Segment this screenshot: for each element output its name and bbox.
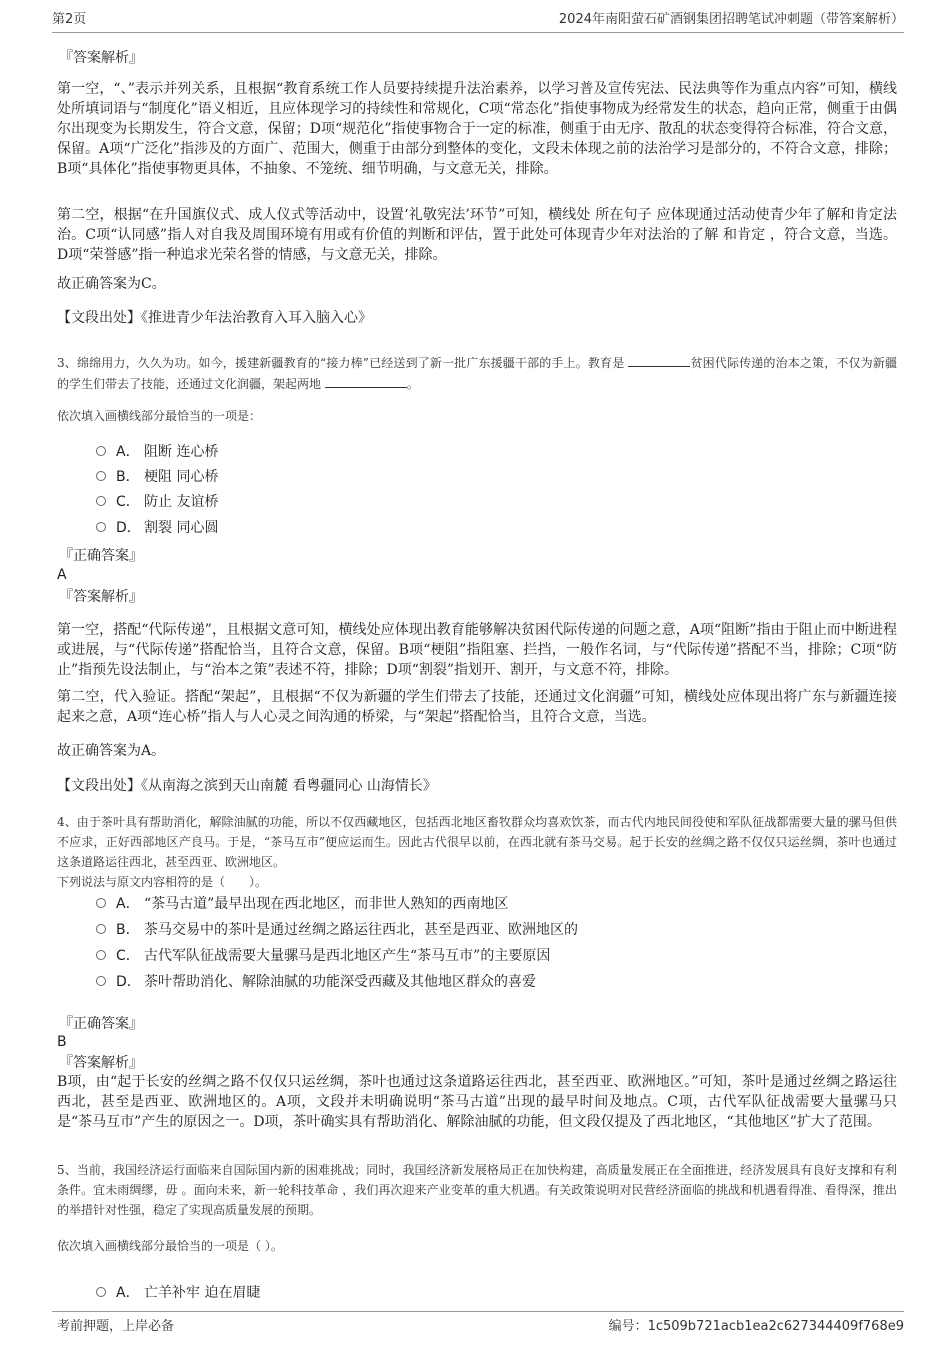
q3-source: 【文段出处】《从南海之滨到天山南麓 看粤疆同心 山海情长》 [57,778,437,794]
q2-analysis-para2: 第二空，根据“在升国旗仪式、成人仪式等活动中，设置‘礼敬宪法’环节”可知，横线处 所在句子 应体现通过活动使青少年了解和肯定法治。C项“认同感”指人对自我及周围环境有用或有价值的判断和评估，置于此处可体现青少年对法治的了解 和肯定 ，符合文意，当选。D项“荣誉感”指一种追求光荣名誉的情感，与文意无关，排除。 [57,207,897,263]
q2-analysis-para1: 第一空，“、”表示并列关系，且根据“教育系统工作人员要持续提升法治素养，以学习普及宣传宪法、民法典等作为重点内容”可知，横线处所填词语与“制度化”语义相近，且应体现学习的持续性和常规化，C项“常态化”指使事物成为经常发生的状态，趋向正常，侧重于由偶尔出现变为长期发生，符合文意，保留；D项“规范化”指使事物合于一定的标准，侧重于由无序、散乱的状态变得符合标准，符合文意，保留。A项“广泛化”指涉及的方面广、范围大，侧重于由部分到整体的变化，文段未体现之前的法治学习是部分的，不符合文意，排除；B项“具体化”指使事物更具体，不抽象、不笼统、细节明确，与文意无关，排除。 [57,81,897,177]
q5-instruction: 依次填入画横线部分最恰当的一项是（ ）。 [57,1239,283,1253]
q4-analysis: B项，由“起于长安的丝绸之路不仅仅只运丝绸，茶叶也通过这条道路运往西北，甚至西亚、欧洲地区。”可知，茶叶是通过丝绸之路运往西北，甚至是西亚、欧洲地区的。A项，文段并未明确说明“茶马古道”出现的最早时间及地点。C项，古代军队征战需要大量骡马只是“茶马互市”产生的原因之一。D项，茶叶确实具有帮助消化、解除油腻的功能，但文段仅提及了西北地区，“其他地区”扩大了范围。 [57,1074,897,1130]
document-title: 2024年南阳萤石矿酒钢集团招聘笔试冲刺题（带答案解析） [558,12,904,27]
radio-icon[interactable] [96,471,106,481]
q2-conclusion: 故正确答案为C。 [57,276,166,292]
q4-instruction: 下列说法与原文内容相符的是（ ）。 [57,875,268,889]
q4-option-d[interactable]: D． 茶叶帮助消化、解除油腻的功能深受西藏及其他地区群众的喜爱 [96,972,536,992]
q2-analysis-label: 『答案解析』 [59,50,143,66]
q3-correct-answer: A [57,567,67,583]
q3-conclusion: 故正确答案为A。 [57,743,166,759]
radio-icon[interactable] [96,1287,106,1297]
blank-2 [325,373,407,388]
q3-option-d[interactable]: D． 割裂 同心圆 [96,518,218,538]
radio-icon[interactable] [96,976,106,986]
radio-icon[interactable] [96,924,106,934]
q3-instruction: 依次填入画横线部分最恰当的一项是： [57,409,262,423]
header-divider [52,32,904,33]
q5-stem: 5、当前，我国经济运行面临来自国际国内新的困难挑战；同时，我国经济新发展格局正在加快构建，高质量发展正在全面推进，经济发展具有良好支撑和有利条件。宜未雨绸缪，毋 。面向未来，新一轮科技革命 ，我们再次迎来产业变革的重大机遇。有关政策说明对民营经济面临的挑战和机遇看得准、看得深，推出的举措针对性强，稳定了实现高质量发展的预期。 [57,1163,897,1217]
blank-1 [628,352,690,367]
radio-icon[interactable] [96,522,106,532]
q2-source: 【文段出处】《推进青少年法治教育入耳入脑入心》 [57,310,372,326]
q3-option-c[interactable]: C． 防止 友谊桥 [96,492,218,512]
q4-option-a[interactable]: A． “茶马古道”最早出现在西北地区，而非世人熟知的西南地区 [96,894,508,914]
q4-stem: 4、由于茶叶具有帮助消化，解除油腻的功能，所以不仅西藏地区，包括西北地区畜牧群众均喜欢饮茶，而古代内地民间役使和军队征战都需要大量的骡马但供不应求，正好西部地区产良马。于是，“茶马互市”便应运而生。因此古代很早以前，在西北就有茶马交易。起于长安的丝绸之路不仅仅只运丝绸，茶叶也通过这条道路运往西北，甚至西亚、欧洲地区。 [57,815,897,869]
q3-correct-label: 『正确答案』 [59,548,143,564]
q4-analysis-label: 『答案解析』 [59,1055,143,1071]
q4-option-b[interactable]: B． 茶马交易中的茶叶是通过丝绸之路运往西北，甚至是西亚、欧洲地区的 [96,920,578,940]
q4-correct-label: 『正确答案』 [59,1016,143,1032]
q3-analysis-para1: 第一空，搭配“代际传递”，且根据文意可知，横线处应体现出教育能够解决贫困代际传递的问题之意，A项“阻断”指由于阻止而中断进程或进展，与“代际传递”搭配恰当，且符合文意，保留。B项“梗阻”指阻塞、拦挡，一般作名词，与“代际传递”搭配不当，排除；C项“防止”指预先设法制止，与“治本之策”表述不符，排除；D项“割裂”指划开、割开，与文意不符，排除。 [57,622,897,678]
q3-analysis-label: 『答案解析』 [59,589,143,605]
page-number: 第2页 [52,12,87,27]
radio-icon[interactable] [96,446,106,456]
q5-option-a[interactable]: A． 亡羊补牢 迫在眉睫 [96,1283,260,1303]
radio-icon[interactable] [96,496,106,506]
q3-analysis-para2: 第二空，代入验证。搭配“架起”，且根据“不仅为新疆的学生们带去了技能，还通过文化润疆”可知，横线处应体现出将广东与新疆连接起来之意，A项“连心桥”指人与人心灵之间沟通的桥梁，与“架起”搭配恰当，且符合文意，当选。 [57,689,897,725]
q3-stem: 3、绵绵用力，久久为功。如今，援建新疆教育的“接力棒”已经送到了新一批广东援疆干部的手上。教育是 贫困代际传递的治本之策，不仅为新疆的学生们带去了技能，还通过文化润疆，架起两地 。 [57,352,897,394]
q3-option-b[interactable]: B． 梗阻 同心桥 [96,467,218,487]
q4-option-c[interactable]: C． 古代军队征战需要大量骡马是西北地区产生“茶马互市”的主要原因 [96,946,550,966]
q3-option-a[interactable]: A． 阻断 连心桥 [96,442,218,462]
footer-slogan: 考前押题，上岸必备 [57,1319,175,1334]
document-code: 编号：1c509b721acb1ea2c627344409f768e9 [608,1319,904,1334]
radio-icon[interactable] [96,950,106,960]
footer-divider [52,1311,904,1312]
radio-icon[interactable] [96,898,106,908]
q4-correct-answer: B [57,1034,67,1050]
